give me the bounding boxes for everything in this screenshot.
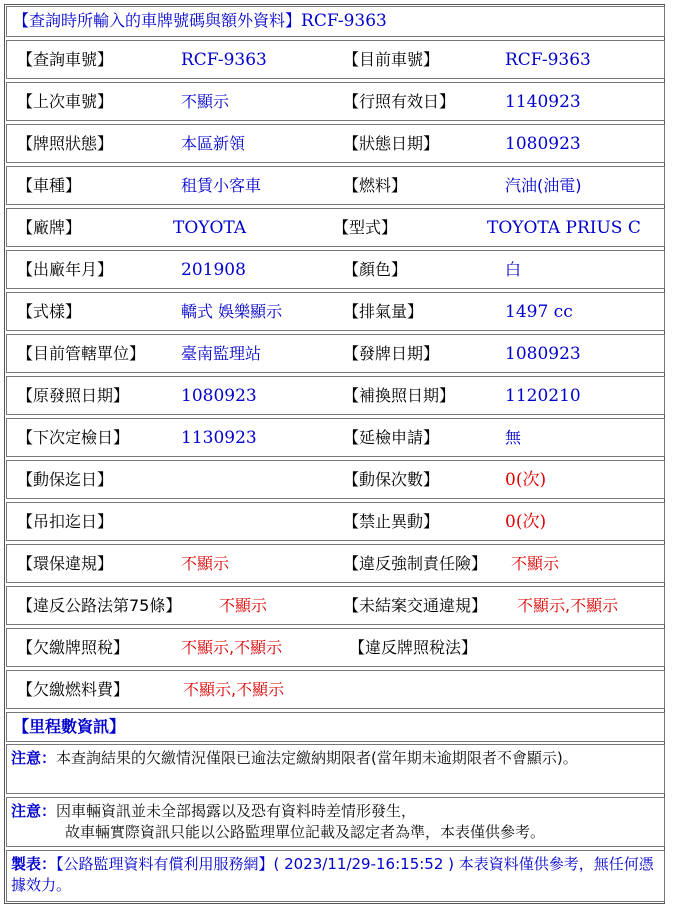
note-arrears-text: 注意：本查詢結果的欠繳情況僅限已逾法定繳納期限者(當年期未逾期限者不會顯示)。 (11, 749, 578, 767)
note-source-text: 製表：【公路監理資料有償利用服務網】( 2023/11/29-16:15:52 ) 本表資料僅供參考，無任何憑據效力。 (11, 855, 654, 894)
field-label: 【欠繳燃料費】 (17, 680, 130, 699)
field-label: 【動保迄日】 (17, 470, 114, 489)
field-value: 無 (505, 428, 522, 447)
field-label: 【吊扣迄日】 (17, 512, 114, 531)
field-value: 白 (505, 260, 522, 279)
note-source (6, 850, 665, 902)
field-label: 【補換照日期】 (343, 386, 456, 405)
field-label: 【發牌日期】 (343, 344, 440, 363)
field-label: 【牌照狀態】 (17, 134, 114, 153)
field-value: 臺南監理站 (181, 344, 262, 363)
field-label: 【下次定檢日】 (17, 428, 130, 447)
field-label: 【禁止異動】 (343, 512, 440, 531)
info-row (6, 292, 665, 331)
field-label: 【出廠年月】 (17, 260, 114, 279)
info-row (6, 250, 665, 289)
query-header (6, 6, 665, 37)
field-value: 0(次) (505, 512, 547, 532)
info-row (6, 376, 665, 415)
field-value: 汽油(油電) (505, 176, 582, 195)
field-value: 不顯示 (181, 92, 230, 111)
field-value: 1497 cc (505, 302, 573, 322)
field-value: 1080923 (181, 386, 257, 406)
field-label: 【型式】 (333, 218, 398, 237)
info-row (6, 544, 665, 583)
field-value: 不顯示,不顯示 (183, 680, 285, 699)
info-row (6, 208, 665, 247)
field-label: 【延檢申請】 (343, 428, 440, 447)
field-value: TOYOTA (173, 218, 247, 238)
field-value: 不顯示,不顯示 (181, 638, 283, 657)
info-row (6, 82, 665, 121)
note-arrears (6, 744, 665, 794)
field-label: 【動保次數】 (343, 470, 440, 489)
field-value: RCF-9363 (505, 50, 591, 70)
mileage-title: 【里程數資訊】 (13, 717, 126, 736)
field-label: 【行照有效日】 (343, 92, 456, 111)
field-label: 【違反公路法第75條】 (17, 596, 182, 615)
field-label: 【式樣】 (17, 302, 82, 321)
query-header-title: 【查詢時所輸入的車牌號碼與額外資料】RCF-9363 (13, 11, 387, 31)
field-label: 【違反強制責任險】 (343, 554, 488, 573)
field-value: 不顯示 (511, 554, 560, 573)
info-row (6, 628, 665, 667)
info-row (6, 40, 665, 79)
field-label: 【狀態日期】 (343, 134, 440, 153)
info-row (6, 670, 665, 709)
info-row (6, 334, 665, 373)
field-value: 1130923 (181, 428, 257, 448)
field-value: RCF-9363 (181, 50, 267, 70)
info-row (6, 124, 665, 163)
field-value: 轎式 娛樂顯示 (181, 302, 283, 321)
note-disclaimer-text: 注意：因車輛資訊並未全部揭露以及恐有資料時差情形發生， 故車輛實際資訊只能以公路監理單位記載及認定者為準，本表僅供參考。 (11, 802, 546, 841)
field-label: 【違反牌照稅法】 (349, 638, 478, 657)
field-label: 【排氣量】 (343, 302, 424, 321)
field-label: 【欠繳牌照稅】 (17, 638, 130, 657)
field-value: TOYOTA PRIUS C (487, 218, 641, 238)
field-value: 1120210 (505, 386, 581, 406)
field-value: 0(次) (505, 470, 547, 490)
field-value: 租賃小客車 (181, 176, 262, 195)
info-row (6, 460, 665, 499)
field-label: 【上次車號】 (17, 92, 114, 111)
field-label: 【車種】 (17, 176, 82, 195)
info-row (6, 502, 665, 541)
field-label: 【查詢車號】 (17, 50, 114, 69)
info-row (6, 586, 665, 625)
field-label: 【目前車號】 (343, 50, 440, 69)
info-row (6, 418, 665, 457)
field-label: 【燃料】 (343, 176, 408, 195)
field-label: 【顏色】 (343, 260, 408, 279)
field-value: 不顯示 (219, 596, 268, 615)
info-row (6, 166, 665, 205)
field-value: 不顯示 (181, 554, 230, 573)
field-value: 本區新領 (181, 134, 246, 153)
field-label: 【廠牌】 (17, 218, 82, 237)
field-label: 【未結案交通違規】 (343, 596, 488, 615)
field-label: 【原發照日期】 (17, 386, 130, 405)
field-value: 201908 (181, 260, 246, 280)
field-value: 1080923 (505, 134, 581, 154)
field-label: 【環保違規】 (17, 554, 114, 573)
field-value: 不顯示,不顯示 (517, 596, 619, 615)
mileage-section (6, 712, 665, 742)
field-label: 【目前管轄單位】 (17, 344, 146, 363)
note-disclaimer (6, 797, 665, 847)
field-value: 1140923 (505, 92, 581, 112)
field-value: 1080923 (505, 344, 581, 364)
